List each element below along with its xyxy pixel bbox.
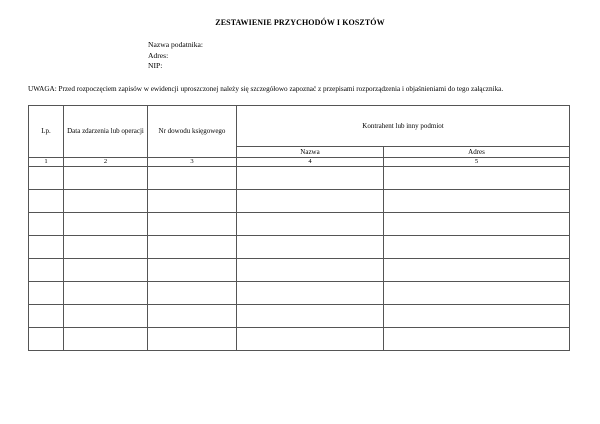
- table-cell[interactable]: [384, 213, 570, 236]
- table-cell[interactable]: [148, 282, 237, 305]
- table-cell[interactable]: [29, 190, 64, 213]
- header-counterparty-address: Adres: [384, 147, 570, 158]
- column-number: 5: [384, 158, 570, 167]
- table-cell[interactable]: [148, 190, 237, 213]
- document-title: ZESTAWIENIE PRZYCHODÓW I KOSZTÓW: [215, 18, 385, 27]
- taxpayer-nip-label: NIP:: [148, 61, 163, 70]
- header-counterparty-name: Nazwa: [237, 147, 384, 158]
- table-cell[interactable]: [384, 305, 570, 328]
- table-row: [29, 167, 570, 190]
- table-body: [29, 167, 570, 351]
- table-cell[interactable]: [148, 259, 237, 282]
- table-cell[interactable]: [29, 328, 64, 351]
- table-cell[interactable]: [384, 328, 570, 351]
- income-cost-table: [28, 105, 570, 351]
- table-cell[interactable]: [237, 328, 384, 351]
- table-cell[interactable]: [29, 167, 64, 190]
- table-cell[interactable]: [237, 259, 384, 282]
- table-cell[interactable]: [64, 305, 148, 328]
- column-number: 3: [148, 158, 237, 167]
- table-cell[interactable]: [148, 167, 237, 190]
- table-row: [29, 328, 570, 351]
- header-counterparty: Kontrahent lub inny podmiot: [237, 106, 570, 147]
- table-cell[interactable]: [64, 213, 148, 236]
- table-cell[interactable]: [384, 282, 570, 305]
- table-cell[interactable]: [384, 259, 570, 282]
- table-cell[interactable]: [29, 305, 64, 328]
- table-cell[interactable]: [64, 259, 148, 282]
- table-cell[interactable]: [29, 282, 64, 305]
- table-cell[interactable]: [29, 213, 64, 236]
- column-number: 1: [29, 158, 64, 167]
- table-row: [29, 282, 570, 305]
- table-cell[interactable]: [64, 190, 148, 213]
- table-cell[interactable]: [237, 167, 384, 190]
- taxpayer-name-label: Nazwa podatnika:: [148, 40, 204, 49]
- table-cell[interactable]: [237, 213, 384, 236]
- table-cell[interactable]: [64, 328, 148, 351]
- table-cell[interactable]: [384, 236, 570, 259]
- column-number: 2: [64, 158, 148, 167]
- table-cell[interactable]: [64, 282, 148, 305]
- table-cell[interactable]: [148, 328, 237, 351]
- header-document-number: Nr dowodu księgowego: [148, 106, 237, 158]
- table-cell[interactable]: [384, 190, 570, 213]
- table-cell[interactable]: [29, 236, 64, 259]
- table-cell[interactable]: [237, 236, 384, 259]
- table-cell[interactable]: [148, 236, 237, 259]
- table-row: [29, 190, 570, 213]
- table-row: [29, 236, 570, 259]
- table-cell[interactable]: [64, 167, 148, 190]
- taxpayer-info: [148, 40, 203, 72]
- taxpayer-address-label: Adres:: [148, 50, 169, 60]
- table-cell[interactable]: [64, 236, 148, 259]
- table-cell[interactable]: [384, 167, 570, 190]
- table-cell[interactable]: [29, 259, 64, 282]
- warning-note: UWAGA: Przed rozpoczęciem zapisów w ewidencji uproszczonej należy się szczegółowo zapoznać z przepisami rozporządzenia i objaśnieniami do tego załącznika.: [28, 85, 504, 93]
- header-lp: Lp.: [29, 106, 64, 158]
- header-date: Data zdarzenia lub operacji: [64, 106, 148, 158]
- table-cell[interactable]: [237, 190, 384, 213]
- table-row: [29, 259, 570, 282]
- table-row: [29, 213, 570, 236]
- table-cell[interactable]: [148, 213, 237, 236]
- table-row: [29, 305, 570, 328]
- table-cell[interactable]: [148, 305, 237, 328]
- column-number: 4: [237, 158, 384, 167]
- table-cell[interactable]: [237, 305, 384, 328]
- table-cell[interactable]: [237, 282, 384, 305]
